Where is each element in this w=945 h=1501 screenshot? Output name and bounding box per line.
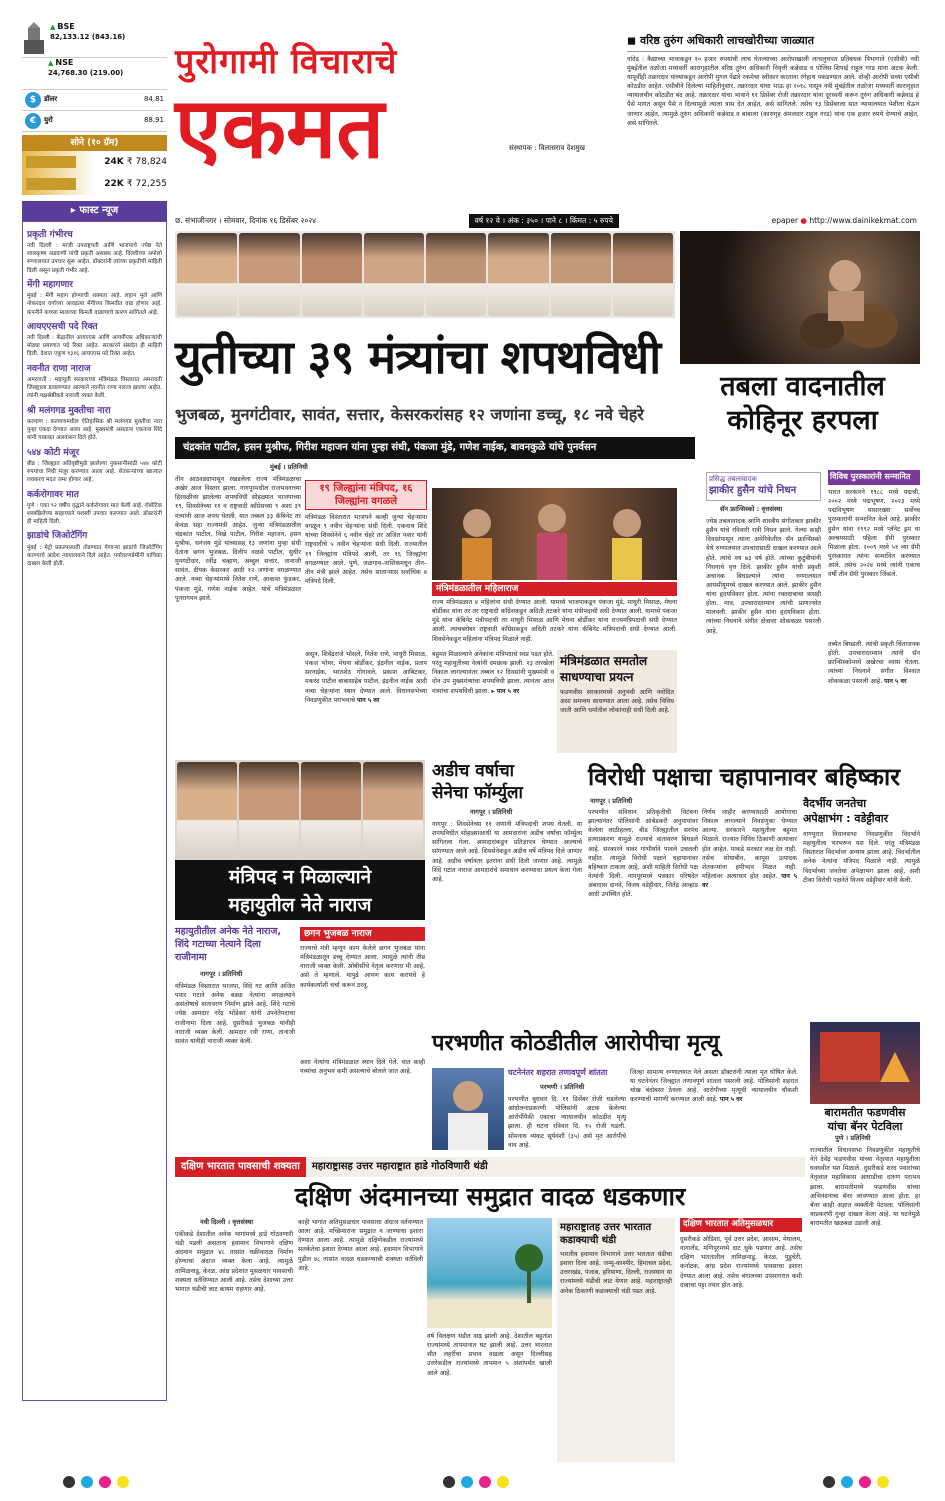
lead-byline: मुंबई । प्रतिनिधी <box>270 463 308 471</box>
lead-col2: मंत्रिमंडळ विस्तारात भाजपने कल्ही जुन्या चेहऱ्यांना वगळून ९ नवीन चेहऱ्यांना संधी दिली. एकनाथ शिंदे यांच्या शिवसेनेने ६ नवीन चेहरे तर अजित पवार यांनी राष्ट्रवादीचे ५ नवीन चेहऱ्यांना संधी दिली. राज्यातील १९ जिल्ह्यांना मंत्रिपदे आली, तर १६ जिल्ह्यांना वगळण्यात आले. पुणे, जळगाव–नाशिकमधून तीन–तीन मंत्री झाले आहेत. तसेच साताऱ्यास सर्वाधिक ४ मंत्रिपदे दिली. <box>305 514 427 585</box>
displeased-leaders-photo <box>175 760 425 860</box>
person-icon <box>432 1068 504 1150</box>
reg-cyan-icon <box>461 1476 473 1488</box>
fast-news-text: बीड : जिल्ह्यात अतिवृष्टीमुळे झालेल्या नुकसानीसाठी ५४४ कोटी रुपयांचा निधी मंजूर करण्यात आला आहे. शेतकऱ्यांच्या खात्यात लवकरच मदत जमा होणार आहे. <box>27 460 162 484</box>
south-rain-text: दुसरीकडे ओडिशा, पूर्व उत्तर प्रदेश, आसाम, मेघालय, नागालँड, मणिपूरमध्ये दाट धुके पडणार आहे. तसेच दक्षिण भारतातील तामिळनाडू, केरळ, पुडुचेरी, कर्नाटक, आंध्र प्रदेश राज्यांमध्ये पावसाचा इशारा देण्यात आला आहे. तसेच बंगालच्या उपसागरात कमी दाबाचा पट्टा तयार होत आहे. <box>680 1236 802 1289</box>
portrait-image <box>302 233 362 316</box>
dollar-row <box>22 90 167 111</box>
nse-block <box>22 58 167 90</box>
masthead-tagline: पुरोगामी विचाराचे <box>175 42 398 82</box>
fast-news-box <box>22 221 167 1401</box>
portrait-image <box>364 233 424 316</box>
weather-strip-right: महाराष्ट्रासह उत्तर महाराष्ट्रात हाडे गोठविणारी थंडी <box>306 1157 805 1177</box>
euro-icon: € <box>25 113 41 129</box>
baramati-byline: पुणे । प्रतिनिधी <box>835 1134 871 1142</box>
founder-line: संस्थापक : विलासराव देशमुख <box>509 144 585 152</box>
fast-news-text: मुंबई : मेट्रो प्रकल्पासाठी तोडण्यात येणाऱ्या झाडांचे जिओटॅगिंग करण्याचे आदेश न्यायालयाने दिले आहेत. पर्यावरणप्रेमींनी याचिका दाखल केली होती. <box>27 544 162 568</box>
sena-text: नागपूर : शिवसेनेच्या ११ जणांनी मंत्रिपदाची शपथ घेतली. या शपथविधीत सोहळ्याआधी या आमदारांना अडीच वर्षांचा फॉर्म्युला सांगितला गेला. आमदारांकडून प्रतिज्ञापत्र घेण्यात आल्याचे सांगण्यात आले आहे. शिवसेनेकडून अडीच वर्षे मंत्रिपद दिले जाणार आहे. अडीच वर्षानंतर इतरांना संधी दिली जाणार आहे. त्यामुळे शिंदे गटात नाराज आमदारांचे समाधान करण्याचा प्रयत्न केला गेला आहे. <box>432 821 582 883</box>
zakir-hussain-photo <box>680 231 920 364</box>
lead-col1: तीन आठवड्यापासून रखडलेला राज्य मंत्रिमंडळाचा अखेर आज विस्तार झाला. नागपूरमधील राजभवनाच्या हिरवळीवर झालेल्या शपथविधी सोहळ्यात भाजपाच्या १९, शिवसेनेच्या ११ व राष्ट्रवादी काँग्रेसच्या ९ अशा ३९ मंत्र्यांनी आज शपथ घेतली. यात तब्बल ३३ कॅबिनेट तर केवळ सहा राज्यमंत्री आहेत. जुन्या मंत्रिमंडळातील चंद्रकांत पाटील, विखे पाटील, गिरीश महाजन, हसन मुश्रीफ, धनंजय मुंडे यांच्यासह १३ जणांना पुन्हा संधी देताना छगन भुजबळ, दिलीप वळसे पाटील, सुधीर मुनगंटीवार, रवींद्र चव्हाण, अब्दुल सत्तार, तानाजी सावंत, दीपक केसरकर आदी १२ जणांना वगळण्यात आले. नव्या चेहऱ्यांमध्ये नितेश राणे, आकाश फुंडकर, पंकजा मुंडे, गणेश नाईक आहेत. यांचे मंत्रिमंडळात पुनरागमन झाले. <box>175 476 301 602</box>
awards-head: विविध पुरस्कारांनी सन्मानित <box>828 470 920 485</box>
reg-yellow-icon <box>877 1476 889 1488</box>
globe-icon: ● <box>800 215 807 225</box>
portrait-image <box>239 762 299 858</box>
bse-label: ▲ BSE <box>50 22 75 31</box>
gold-label: सोने (१० ग्रॅम) <box>22 135 167 151</box>
reg-yellow-icon <box>117 1476 129 1488</box>
euro-value: 88.91 <box>143 116 164 125</box>
place-date: छ. संभाजीनगर । सोमवार, दिनांक १६ डिसेंबर २०२४ <box>175 215 317 225</box>
fast-news-headline: मेंगी महागणार <box>27 279 73 290</box>
lead-strap: चंद्रकांत पाटील, हसन मुश्रीफ, गिरीश महाजन यांना पुन्हा संधी, पंकजा मुंडे, गणेश नाईक, बावनकुळे यांचे पुनर्वसन <box>175 437 695 459</box>
fast-news-text: कल्याण : कल्याणमधील ऐतिहासिक श्री मलंगगड मुक्तीचा नारा पुन्हा एकदा देण्यात आला आहे. मुख्यमंत्री असताना एकनाथ शिंदे यांनी याबाबत आश्वासन दिले होते. <box>27 418 162 442</box>
women-photo-caption: मंत्रिमंडळातील महिलाराज <box>432 582 677 596</box>
left-sidebar <box>22 22 167 1462</box>
women-ministers-illustration <box>432 488 677 580</box>
tabla-kicker: प्रसिद्ध तबलावादक <box>709 475 757 483</box>
mh-cold-head: महाराष्ट्रातह उत्तर भारतात कडाक्याची थंडी <box>560 1222 652 1246</box>
dollar-label: डॉलर <box>44 95 58 104</box>
tabla-obit-box <box>706 472 821 501</box>
lead-headline: युतीच्या ३९ मंत्र्यांचा शपथविधी <box>175 330 661 384</box>
andaman-text2: काही भागांत अतिमुसळधार पावसाचा अंदाज वर्तवण्यात आला आहे. मच्छिमारांना समुद्रात न जाण्याचा इशारा देण्यात आला आहे. त्यामुळे दक्षिणेकडील राज्यांमध्ये सतर्कतेचा इशारा देण्यात आला आहे. हवामान विभागाने पुढील ४८ तासांत वादळ धडकण्याची शक्यता वर्तविली आहे. <box>298 1219 423 1272</box>
fast-news-headline: झाडांचे जिओटॅगिंग <box>27 531 88 542</box>
fast-news-text: नवी दिल्ली : माजी उपराष्ट्रपती आणि भाजपाचे ज्येष्ठ नेते लालकृष्ण अडवाणी यांची प्रकृती अस्वस्थ आहे. दिल्लीच्या अपोलो रुग्णालयात उपचार सुरू आहेत. डॉक्टरांनी त्यांच्या प्रकृतीची माहिती दिली असून प्रकृती गंभीर आहे. <box>27 242 162 274</box>
tabla-head: झाकीर हुसैन यांचे निधन <box>709 485 797 497</box>
displeased-sub: महायुतीतील अनेक नेते नाराज, शिंदे गटाच्या नेत्याने दिला राजीनामा <box>175 926 282 963</box>
fast-news-headline: प्रकृती गंभीरच <box>27 229 73 240</box>
south-rain-head: दक्षिण भारतात अतिमुसळधार <box>680 1218 802 1232</box>
gold24-row: 24K ₹ 78,824 <box>22 151 167 173</box>
tabla-byline: सॅन फ्रान्सिस्को : वृत्तसंस्था <box>720 505 783 513</box>
vadettiwar-headline: वैदर्भीय जनतेचा अपेक्षाभंग : वडेट्टीवार <box>803 797 889 825</box>
reg-yellow-icon <box>497 1476 509 1488</box>
displeased-headline: मंत्रिपद न मिळाल्याने महायुतील नेते नाराज <box>175 860 425 920</box>
portrait-image <box>239 233 299 316</box>
baramati-headline: बारामतीत फडणवीस यांचा बॅनर पेटविला <box>824 1106 906 1133</box>
nse-label: ▲ NSE <box>48 58 74 67</box>
gold22-row: 22K ₹ 72,255 <box>22 173 167 195</box>
portrait-image <box>426 233 486 316</box>
boycott-text: परभणीत संविधान प्रतिकृतीची विटंबना झाल्यानंतर पोलिसांनी आंबेडकरी अनुयायांवर केलेला लाठीहल्ला, बीड जिल्ह्यातील सरपंच हत्याप्रकरण यामुळे राज्याचे वातावरण बिघडले आहे. सरकारने यावर गांभीर्याने पावले उचलली नाहीत. त्यामुळे विरोधी पक्षाने चहापानावर बहिष्कार टाकला आहे, अशी माहिती विरोधी पक्ष नेत्यांनी दिली. नागपूरमध्ये पत्रकार परिषदेत अंबादास दानवे, विजय वडेट्टीवार, जितेंद्र आव्हाड आदी उपस्थित होते. <box>588 809 698 899</box>
fast-news-headline: कर्करोगावर मात <box>27 489 79 500</box>
weather-strip <box>175 1157 805 1177</box>
baramati-banner-photo <box>810 1022 920 1104</box>
fast-news-headline: ५४४ कोटी मंजूर <box>27 447 80 458</box>
sena-byline: नागपूर । प्रतिनिधी <box>470 808 513 816</box>
gold-bar-icon <box>26 178 76 190</box>
bull-icon <box>22 22 46 56</box>
euro-row <box>22 111 167 132</box>
displeased-tail: अशा नेत्यांना मंत्रिमंडळात स्थान दिले गेले. यात काही नव्यांचा अनुभव कमी असल्याचे बोलले जात आहे. <box>300 1059 425 1076</box>
parbhani-headline: परभणीत कोठडीतील आरोपीचा मृत्यू <box>432 1031 720 1056</box>
women-ministers-photo <box>432 488 677 580</box>
lead-col2-head: १९ जिल्ह्यांना मंत्रिपद, १६ जिल्ह्यांना वगळले <box>305 480 427 510</box>
bse-value: 82,133.12 (843.16) <box>50 32 126 41</box>
dollar-value: 84.81 <box>143 95 164 104</box>
color-registration-marks <box>60 1476 132 1488</box>
reg-magenta-icon <box>859 1476 871 1488</box>
balance-box <box>557 650 677 753</box>
mh-cold-text: भारतीय हवामान विभागाने उत्तर भारतात थंडीचा इशारा दिला आहे. जम्मू-काश्मीर, हिमाचल प्रदेश, उत्तराखंड, पंजाब, हरियाणा, दिल्ली, राजस्थान या राज्यांमध्ये थंडीची लाट येणार आहे. महाराष्ट्रातही अनेक ठिकाणी कडाक्याची थंडी पडत आहे. <box>560 1251 672 1295</box>
baramati-text: राज्यातील विधानसभा निवडणुकीत महायुतीचे नेते देवेंद्र फडणवीस यांच्या नेतृत्वात महायुतीला घवघवीत यश मिळाले. दुसरीकडे शरद पवारांच्या नेतृत्वात महाविकास आघाडीचा दारुण पराभव झाला. बारामतीमध्ये फडणवीस यांच्या अभिनंदनाचा बॅनर लावण्यात आला होता. हा बॅनर काही अज्ञात व्यक्तींनी पेटवला. पोलिसांनी याप्रकरणी गुन्हा दाखल केला आहे. या घटनेमुळे बारामतीत खळबळ उडाली आहे. <box>810 1147 920 1227</box>
tabla-headline: तबला वादनातील कोहिनूर हरपला <box>720 371 885 436</box>
tabla-player-illustration <box>680 231 920 364</box>
fast-news-text: पुणे : एका ९२ वर्षीय वृद्धाने कर्करोगावर मात केली आहे. रोबोटिक शस्त्रक्रियेच्या साहाय्याने यशस्वी उपचार करण्यात आले. डॉक्टरांनी ही माहिती दिली. <box>27 502 162 526</box>
euro-label: युरो <box>44 116 53 125</box>
reg-magenta-icon <box>479 1476 491 1488</box>
awards-text: भारत सरकारने १९८८ मध्ये पद्मश्री, २००२ मध्ये पद्मभूषण, २०२३ मध्ये पद्मविभूषण यासारख्या सर्वोच्च पुरस्कारांनी सन्मानित केले आहे. झाकीर हुसेन यांना १९९२ मध्ये प्लॅनेट ड्रम या अल्बमसाठी पहिला ग्रॅमी पुरस्कार मिळाला होता. २००९ मध्ये ५१ व्या ग्रॅमी पुरस्कारात त्यांना सन्मानित करण्यात आले. तसेच २०२४ मध्ये त्यांनी एकाच वर्षी तीन ग्रॅमी पुरस्कार जिंकले. <box>828 489 920 579</box>
portrait-image <box>551 233 611 316</box>
parbhani-byline: परभणी । प्रतिनिधी <box>540 1083 585 1091</box>
bhujbal-text: राज्याचे मंत्री म्हणून काम केलेले छगन भुजबळ यांना मंत्रिमंडळातून डच्चू देण्यात आला. त्यामुळे त्यांनी तीव्र नाराजी व्यक्त केली. ओबीसींचे नेतृत्व करणारा मी आहे, असे ते म्हणाले. यापुढे आपण काय करायचे हे कार्यकर्त्यांशी चर्चा करून ठरवू. <box>300 945 425 989</box>
masthead <box>175 40 615 177</box>
portrait-image <box>613 233 673 316</box>
lead-col3: असून, शिवेंद्रराजे भोसले, नितेश राणे, माधुरी मिसाळ, पंकज भोयर, मेघना बोर्डीकर, इंद्रनील नाईक, प्रताप सरनाईक, भरतशेठ गोगावले, प्रकाश आबिटकर, मकरंद पाटील बाबासाहेब पाटील, इंद्रनील नाईक आदी नव्या चेहऱ्यांना स्थान देण्यात आले. विधानसभेच्या निवडणुकीत पराभवाचे पान ५ वर <box>305 651 427 704</box>
epaper-link[interactable]: epaper ● http://www.dainikekmat.com <box>771 215 917 225</box>
parbhani-victim-photo <box>432 1068 504 1150</box>
fast-news-headline: श्री मलंगगड मुक्तीचा नारा <box>27 405 111 416</box>
color-registration-marks-center <box>440 1476 512 1488</box>
portrait-image <box>301 762 361 858</box>
mh-cold-box <box>557 1218 675 1462</box>
boycott-byline: नागपूर । प्रतिनिधी <box>590 797 633 805</box>
portrait-image <box>488 233 548 316</box>
lead-subhead: भुजबळ, मुनगंटीवार, सावंत, सत्तार, केसरकरांसह १२ जणांना डच्चू, १८ नवे चेहरे <box>175 405 644 424</box>
reg-cyan-icon <box>841 1476 853 1488</box>
boycott-headline: विरोधी पक्षाचा चहापानावर बहिष्कार <box>588 763 901 791</box>
weather-strip-left: दक्षिण भारतात पावसाची शक्यता <box>175 1157 306 1177</box>
reg-black-icon <box>63 1476 75 1488</box>
portrait-image <box>177 233 237 316</box>
dollar-icon: $ <box>25 92 41 108</box>
beach-photo <box>427 1218 552 1328</box>
andaman-text: एकीकडे देशातील अनेक भागांमध्ये हाडे गोठवणारी थंडी पडली असताना हवामान विभागाने दक्षिण अंदमान समुद्रात ४८ तासांत चक्रीवादळ निर्माण होण्याचा अंदाज व्यक्त केला आहे. त्यामुळे तामिळनाडू, केरळ, आंध्र प्रदेशात मुसळधार पावसाची शक्यता वर्तविण्यात आली आहे. तसेच देशाच्या उत्तर भागात थंडीची लाट कायम राहणार आहे. <box>175 1231 293 1293</box>
balance-head: मंत्रिमंडळात समतोल साधण्याचा प्रयत्न <box>560 654 648 684</box>
top-right-headline: ◼ वरिष्ठ तुरुंग अधिकारी लाचखोरीच्या जाळ्यात <box>627 34 919 52</box>
balance-sub: फडणवीस सरकारमध्ये अनुभवी आणि नवोदित असा समन्वय साधण्यात आला आहे. तसेच विविध जाती आणि धर्मातील लोकांनाही संधी दिली आहे. <box>560 689 674 715</box>
info-bar <box>175 214 917 228</box>
reg-black-icon <box>823 1476 835 1488</box>
andaman-text3: वर्ष विलक्षण थंडीत वाढ झाली आहे. देशातील बहुतांश राज्यांमध्ये तापमानात घट झाली आहे. उत्तर भारतात शीत लहरींचा प्रभाव वाढला असून दिल्लीसह उत्तरेकडील राज्यांमध्ये तापमान ५ अंशांपर्यंत खाली आले आहे. <box>427 1333 552 1377</box>
bse-block <box>22 22 167 58</box>
andaman-headline: दक्षिण अंदमानच्या समुद्रात वादळ धडकणार <box>294 1182 686 1211</box>
gold-bar-icon <box>26 156 76 168</box>
burning-banner-illustration <box>810 1022 920 1104</box>
issue-info: वर्ष १२ वे । अंक : ३५० । पाने ८ । किंमत : ५ रुपये <box>469 214 619 228</box>
awards-text2: तब्येत बिघडली. त्यांची प्रकृती चिंताजनक होती. उपचारादरम्यान त्यांनी सॅन फ्रान्सिस्कोमध्ये अखेरचा श्वास घेतला. त्यांच्या निधनाने संगीत विश्वात शोककळा पसरली आहे. पान ५ वर <box>828 641 920 685</box>
portrait-image <box>177 762 237 858</box>
displeased-text: मंत्रिमंडळ विस्तारात भाजपा, शिंदे गट आणि अजित पवार गटाने अनेक बड्या नेत्यांना वगळल्याने असंतोषाचे वातावरण निर्माण झाले आहे. शिंदे गटाचे ज्येष्ठ आमदार नरेंद्र भोंडेकर यांनी उपनेतेपदाचा राजीनामा दिला आहे. दुसरीकडे भुजबळ यांनीही नाराजी व्यक्त केली. आमदार रवी राणा, तानाजी सावंत यांनीही नाराजी व्यक्त केली. <box>175 983 295 1045</box>
balance-text: बहुमत मिळाल्याने अनेकांना मंत्रिपदाचे स्वप्न पडत होते. परंतु महायुतीच्या नेत्यांनी दमछाक झाली. २३ तारखेला निकाल लागल्यानंतर तब्बल १२ दिवसांनी मुख्यमंत्री व दोन उप मुख्यमंत्र्यांचा शपथविधी झाला. त्यानंतर आज मंत्र्यांचा शपथविधी झाला. ▸ पान ५ वर <box>432 651 554 695</box>
boycott-text2: निर्णय जाहीर करण्यासाठी आयोगाचा निकाल लागल्याने निवडणुका घेण्यात आल्या. सरकारने महायुतीला बहुमत मिळाले. राज्यात विविध ठिकाणी अत्याचार होत आहेत. याकडे सरकार लक्ष देत नाही. तसेच सोयाबीन, कापूस उत्पादक शेतकऱ्यांना हमीभाव मिळत नाही. महिलांवर अत्याचार होत आहेत. पान ५ वर <box>702 809 797 889</box>
sena-headline: अडीच वर्षाचा सेनेचा फॉर्म्युला <box>432 761 523 803</box>
bhujbal-head: छगन भुजबळ नाराज <box>300 927 425 941</box>
andaman-byline: नवी दिल्ली । वृत्तसंस्था <box>200 1218 254 1226</box>
masthead-title: एकमत <box>175 77 385 177</box>
parbhani-kicker: घटनेनंतर शहरात तणावपूर्ण शांतता <box>508 1068 608 1077</box>
reg-black-icon <box>443 1476 455 1488</box>
ministers-photo-strip <box>175 231 675 318</box>
portrait-image <box>363 762 423 858</box>
fast-news-headline: आयएएसची पदे रिक्त <box>27 321 98 332</box>
displeased-byline: नागपूर । प्रतिनिधी <box>200 970 243 978</box>
top-right-text: नांदेड : कैद्याच्या भावाकडून १० हजार रुपयांची लाच घेतल्याच्या आरोपाखाली लाचलुचपत प्रतिबंधक विभागाने (एसीबी) नवी मुंबईतील तळोजा मध्यवर्ती कारागृहातील वरिष्ठ तुरुंग अधिकारी निवृत्ती कन्नेवाड व पोलिस शिपाई राहुल गरड यांना अटक केली. यापूर्वीही तक्रारदार यांच्याकडून आरोपी मुगल पेंढारे रकमेचा स्वीकार करताना रंगेहाथ पकडण्यात आले. दोन्ही आरोपी सध्या एसीबी कोठडीत आहेत. एसीबीने दिलेल्या माहितीनुसार, तक्रारदार यांचा भाऊ हा २०१८ पासून नवी मुंबईतील तळोजा मध्यवर्ती कारागृहात न्यायालयीन कोठडीत बंद आहे. तक्रारदार यांचा भावाने ११ डिसेंबर रोजी तक्रारदार यांना दूरध्वनी करून तुरुंग अधिकारी कन्नेवाड हे पैसे मागत असून पैसे न दिल्यामुळे त्याला त्रास देत आहेत, असे सांगितले. तसेच १३ डिसेंबरला सात न्यायालयात पेशीला घेऊन जाणार आहेत, त्यामुळे तुरुंग अधिकारी कन्नेवाड व बाबाला (कारागृह अंमलदार राहुल गरड) यांना एक हजार रुपये देण्याचे आहेत, असे सांगितले. <box>627 55 919 127</box>
top-right-story <box>627 34 919 204</box>
parbhani-text2: जिल्हा सामान्य रुग्णालयात नेले असता डॉक्टरांनी त्याला मृत घोषित केले. या घटनेनंतर जिल्ह्यात तणावपूर्ण शांतता पसरली आहे. पोलिसांनी शहरात चोख बंदोबस्त ठेवला आहे. आरोपीच्या मृत्यूची न्यायालयीन चौकशी करण्याची मागणी करण्यात आली आहे. पान ५ वर <box>630 1069 798 1104</box>
tabla-text: ज्येष्ठ तबलावादक आणि शास्त्रीय संगीतकार झाकीर हुसैन यांचे रविवारी रात्री निधन झाले. गेल्या काही दिवसांपासून त्यांना अमेरिकेतील सॅन फ्रान्सिस्को येथे रुग्णालयात उपचारासाठी दाखल करण्यात आले होते. त्यांचे वय ७३ वर्ष होते. त्यांच्या कुटुंबीयांनी निधनाचे वृत्त दिले. झाकीर हुसैन यांची प्रकृती अचानक बिघडल्याने त्यांना रुग्णालयात आयसीयूमध्ये दाखल करण्यात आले. झाकीर हुसैन यांना हृदयविकार होता. त्यांना रक्तदाबाचा त्रासही होता. मात्र, उपचारादरम्यान त्यांची प्राणज्योत मालवली. झाकीर हुसैन यांना हृदयविकार होता. त्यांच्या निधनाने संगीत क्षेत्रावर शोककळा पसरली आहे. <box>706 518 821 635</box>
reg-magenta-icon <box>99 1476 111 1488</box>
vadettiwar-text: नागपूरात विधानसभा निवडणुकीत विदर्भाने महायुतीला भरभरून यश दिले. परंतु मंत्रिमंडळ विस्तारात विदर्भावर अन्याय झाला आहे. विदर्भातील अनेक नेत्यांना मंत्रिपद मिळाले नाही. त्यामुळे विदर्भाच्या जनतेचा अपेक्षाभंग झाला आहे, अशी टीका विरोधी पक्षनेते विजय वडेट्टीवार यांनी केली. <box>803 831 920 884</box>
fast-news-text: मुंबई : मेंगी महाग होण्याची शक्यता आहे. लहान मुले आणि नोकरदार वर्गाच्या आवडत्या मेंगीच्या किमतीत वाढ होणार आहे. कंपनीने कच्च्या मालाच्या किमती वाढल्याचे कारण सांगितले आहे. <box>27 292 162 316</box>
nse-value: 24,768.30 (219.00) <box>48 68 124 77</box>
fast-news-header: ▸ फास्ट न्यूज <box>22 201 167 221</box>
fast-news-text: अमरावती : महायुती सरकारच्या मंत्रिमंडळ विस्तारात अमरावती जिल्ह्याला डावलण्यात आल्याने नवनीत राणा नाराज झाल्या आहेत. त्यांनी पक्षश्रेष्ठींकडे नाराजी व्यक्त केली. <box>27 376 162 400</box>
palm-tree-illustration <box>427 1218 552 1328</box>
reg-cyan-icon <box>81 1476 93 1488</box>
fast-news-text: नवी दिल्ली : केंद्रातील आयएएस आणि आयपीएस अधिकाऱ्यांची मोठ्या प्रमाणात पदे रिक्त आहेत. सरकारने संसदेत ही माहिती दिली. देशात एकूण १३१६ आयएएस पदे रिक्त आहेत. <box>27 334 162 358</box>
parbhani-text: परभणीत बुधवार दि. ११ डिसेंबर रोजी घडलेल्या आंदोलनाप्रकरणी पोलिसांनी अटक केलेल्या आरोपींपैकी एकाचा न्यायालयीन कोठडीत मृत्यू झाला. ही घटना रविवार दि. १५ रोजी घडली. सोमनाथ व्यंकट सूर्यवंशी (३५) असे मृत आरोपीचे नाव आहे. <box>508 1096 626 1149</box>
women-photo-text: राज्य मंत्रिमंडळात ४ महिलांना संधी देण्यात आली. यामध्ये भाजपाकडून पंकजा मुंडे, माधुरी मिसाळ, मेघना बोर्डीकर यांना तर तर राष्ट्रवादी काँग्रेसकडून अदिती तटकरे यांना मंत्रीपदाची संधी देण्यात आली. यामध्ये पंकजा मुंडे यांना कॅबिनेट मंत्रीपदाची तर माधुरी मिसाळ आणि मेघना बोर्डीकर यांना राज्यमंत्रिपदाची संधी देण्यात आली. त्याचबरोबर राष्ट्रवादी काँग्रेसकडून अदिती तटकरे यांना कॅबिनेट मंत्रिपदाची संधी देण्यात आली. शिवसेनेकडून महिलांना मंत्रिपद मिळाले नाही. <box>432 599 677 643</box>
fast-news-headline: नवनीत राणा नाराज <box>27 363 91 374</box>
color-registration-marks-right <box>820 1476 892 1488</box>
